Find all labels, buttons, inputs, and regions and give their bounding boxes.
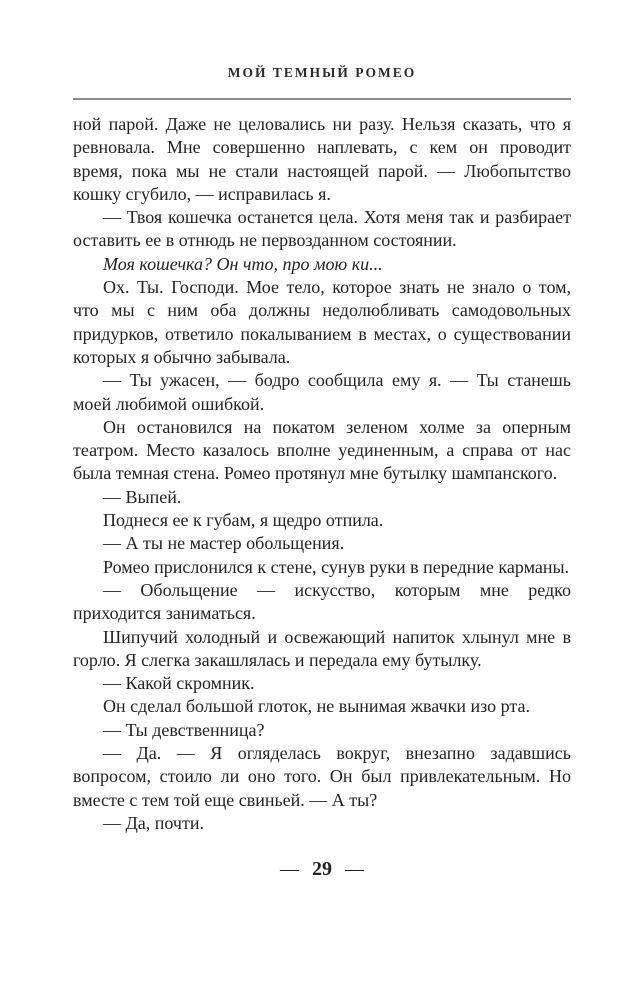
footer-dash-left: — <box>280 859 299 881</box>
paragraph: — Да. — Я огляделась вокруг, внезапно задавшись вопросом, стоило ли оно того. Он был привлекательным. Но вместе с тем той еще свиньей. — А ты? <box>73 743 571 810</box>
paragraph: ной парой. Даже не целовались ни разу. Нельзя сказать, что я ревновала. Мне совершенно наплевать, с кем он проводит время, пока мы не стали настоящей парой. — Любопытство кошку сгубило, — исправилась я. <box>73 114 571 204</box>
paragraph: — Ты девственница? <box>103 719 265 740</box>
paragraph: — А ты не мастер обольщения. <box>103 533 345 554</box>
paragraph: — Твоя кошечка останется цела. Хотя меня так и разбирает оставить ее в отнюдь не первозданном состоянии. <box>73 207 571 251</box>
page-number: 29 <box>312 858 332 881</box>
paragraph: Ох. Ты. Господи. Мое тело, которое знать не знало о том, что мы с ним оба должны недолюбливать самодовольных придурков, ответило покалыванием в местах, о существовании которых я обычно забывала. <box>73 277 571 367</box>
paragraph: Поднеся ее к губам, я щедро отпила. <box>103 510 384 531</box>
paragraph-italic: Моя кошечка? Он что, про мою ки... <box>103 253 383 274</box>
paragraph: Он сделал большой глоток, не вынимая жвачки изо рта. <box>103 696 530 717</box>
paragraph: — Да, почти. <box>103 812 204 833</box>
page-footer <box>73 858 571 881</box>
footer-dash-right: — <box>345 859 364 881</box>
paragraph: — Выпей. <box>103 486 182 507</box>
page-header <box>73 64 571 82</box>
paragraph: — Ты ужасен, — бодро сообщила ему я. — Ты станешь моей любимой ошибкой. <box>73 370 571 414</box>
header-rule <box>73 98 571 100</box>
running-title: МОЙ ТЕМНЫЙ РОМЕО <box>227 65 417 80</box>
paragraph: Ромео прислонился к стене, сунув руки в передние карманы. <box>103 556 570 577</box>
body-text <box>73 113 571 835</box>
paragraph: — Обольщение — искусство, которым мне редко приходится заниматься. <box>73 579 571 624</box>
paragraph: Шипучий холодный и освежающий напиток хлынул мне в горло. Я слегка закашлялась и передала ему бутылку. <box>73 626 571 670</box>
paragraph: — Какой скромник. <box>103 673 255 694</box>
paragraph: Он остановился на покатом зеленом холме за оперным театром. Место казалось вполне уединенным, а справа от нас была темная стена. Ромео протянул мне бутылку шампанского. <box>73 416 571 484</box>
